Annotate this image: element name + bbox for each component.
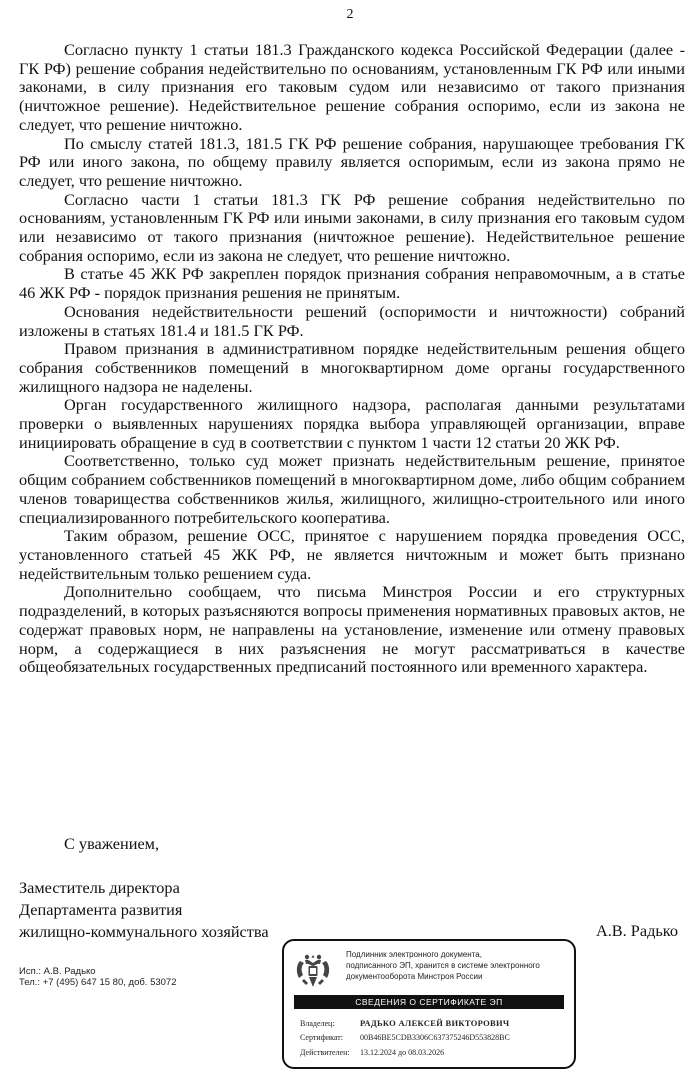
stamp-notice <box>346 949 540 982</box>
signatory-line: жилищно-коммунального хозяйства <box>19 922 269 941</box>
cert-validity-label: Действителен: <box>300 1048 350 1057</box>
signatory-line: Департамента развития <box>19 900 183 919</box>
cert-number-label: Сертификат: <box>300 1033 343 1042</box>
cert-number-value: 00B46BE5CDB3306C637375246D553828BC <box>360 1033 510 1042</box>
signatory-line: Заместитель директора <box>19 878 180 897</box>
signatory-name: А.В. Радько <box>595 921 678 940</box>
stamp-notice-line: Подлинник электронного документа, <box>346 950 482 959</box>
cert-owner-label: Владелец: <box>300 1019 335 1028</box>
certificate-title-bar: СВЕДЕНИЯ О СЕРТИФИКАТЕ ЭП <box>294 995 564 1009</box>
paragraph: Соответственно, только суд может признать недействительным решение, принятое общим собранием собственников помещений в многоквартирном доме, либо общим собранием членов товарищества собственников жилья, жилищного, жилищно-строительного или иного специализированного потребительского кооператива. <box>19 451 685 527</box>
cert-owner-row <box>300 1018 509 1028</box>
executor-name: Исп.: А.В. Радько <box>19 966 96 977</box>
cert-validity-value: 13.12.2024 до 08.03.2026 <box>360 1048 445 1057</box>
signatory-title <box>19 877 269 943</box>
paragraph: В статье 45 ЖК РФ закреплен порядок признания собрания неправомочным, а в статье 46 ЖК РФ - порядок признания решения не принятым. <box>19 264 685 303</box>
paragraph: Правом признания в административном порядке недействительным решения общего собрания собственников помещений в многоквартирном доме органы государственного жилищного надзора не наделены. <box>19 339 685 396</box>
letter-body <box>19 41 685 677</box>
paragraph: По смыслу статей 181.3, 181.5 ГК РФ решение собрания, нарушающее требования ГК РФ или иного закона, по общему правилу является оспоримым, если из закона прямо не следует, что решение ничтожно. <box>19 133 685 190</box>
paragraph: Орган государственного жилищного надзора, располагая данными результатами проверки о выявленных нарушениях порядка выбора управляющей организации, вправе инициировать обращение в суд в соответствии с пунктом 1 части 12 статьи 20 ЖК РФ. <box>19 395 685 452</box>
cert-number-row <box>300 1033 510 1042</box>
closing-phrase: С уважением, <box>64 834 160 853</box>
electronic-signature-stamp <box>282 939 576 1069</box>
paragraph: Дополнительно сообщаем, что письма Минстроя России и его структурных подразделений, в которых разъясняются вопросы применения нормативных правовых актов, не содержат правовых норм, не направлены на установление, изменение или отмену правовых норм, а содержащиеся в них разъяснения не могут рассматриваться в качестве общеобязательных государственных предписаний постоянного или временного характера. <box>19 582 685 677</box>
executor-info <box>19 966 177 988</box>
executor-phone: Тел.: +7 (495) 647 15 80, доб. 53072 <box>19 977 177 988</box>
russian-eagle-emblem-icon <box>294 951 332 991</box>
cert-owner-value: РАДЬКО АЛЕКСЕЙ ВИКТОРОВИЧ <box>360 1018 510 1028</box>
paragraph: Основания недействительности решений (оспоримости и ничтожности) собраний изложены в статьях 181.4 и 181.5 ГК РФ. <box>19 301 685 340</box>
cert-validity-row <box>300 1048 444 1057</box>
stamp-notice-line: подписанного ЭП, хранится в системе электронного <box>346 961 540 970</box>
paragraph: Таким образом, решение ОСС, принятое с нарушением порядка проведения ОСС, установленного статьей 45 ЖК РФ, не является ничтожным и может быть признано недействительным только решением суда. <box>19 526 685 583</box>
page-number: 2 <box>346 7 354 22</box>
stamp-notice-line: документооборота Минстроя России <box>346 972 483 981</box>
paragraph: Согласно пункту 1 статьи 181.3 Гражданского кодекса Российской Федерации (далее - ГК РФ) решение собрания недействительно по основаниям, установленным ГК РФ или иными законами, в силу признания его таковым судом или независимо от такого признания (ничтожное решение). Недействительное решение собрания оспоримо, если из закона не следует, что решение ничтожно. <box>19 40 685 134</box>
paragraph: Согласно части 1 статьи 181.3 ГК РФ решение собрания недействительно по основаниям, установленным ГК РФ или иными законами, в силу признания его таковым судом или независимо от такого признания (ничтожное решение). Недействительное решение собрания оспоримо, если из закона не следует, что решение ничтожно. <box>19 189 685 265</box>
